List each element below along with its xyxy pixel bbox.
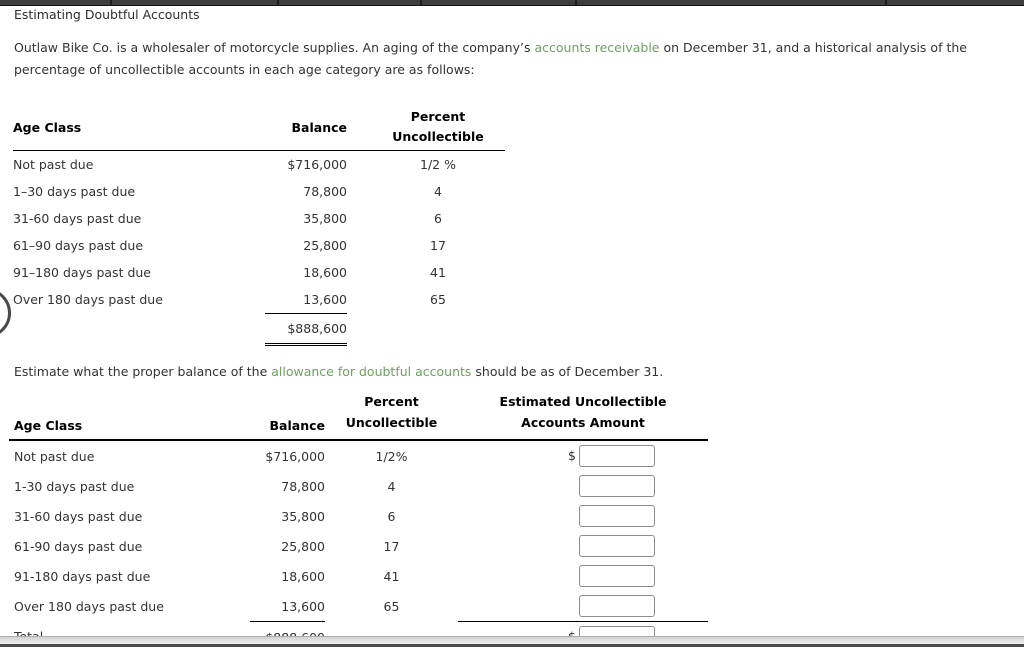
- estimated-uncollectible-input[interactable]: [579, 595, 655, 617]
- table-row: [13, 205, 505, 232]
- tab-divider: [420, 0, 422, 6]
- tab-divider: [110, 0, 112, 6]
- page-edge-circle: [0, 288, 11, 338]
- tab-divider: [277, 0, 279, 6]
- age-class-cell: 1-30 days past due: [14, 478, 135, 494]
- instruction-text-after: should be as of December 31.: [471, 364, 664, 379]
- bottom-scroll-strip: [0, 636, 1024, 644]
- age-class-cell: Not past due: [13, 157, 94, 172]
- aging-header-row: [13, 104, 505, 151]
- instruction-text-before: Estimate what the proper balance of the: [14, 364, 272, 379]
- estimate-table: [9, 388, 708, 647]
- estimated-amount-cell: [458, 531, 708, 561]
- estimated-amount-cell: [458, 591, 708, 622]
- estimated-uncollectible-input[interactable]: [579, 565, 655, 587]
- estimated-amount-cell: [458, 501, 708, 531]
- balance-cell: 78,800: [303, 184, 347, 199]
- dollar-sign: $: [568, 447, 576, 463]
- balance-cell: 25,800: [281, 538, 325, 554]
- balance-cell: 25,800: [303, 238, 347, 253]
- balance-cell: $716,000: [265, 448, 325, 464]
- intro-text-before: Outlaw Bike Co. is a wholesaler of motorcycle supplies. An aging of the company’s: [14, 40, 535, 55]
- age-class-cell: Over 180 days past due: [13, 292, 163, 308]
- estimated-uncollectible-header: Estimated Uncollectible Accounts Amount: [458, 388, 708, 440]
- estimated-uncollectible-input[interactable]: [579, 445, 655, 467]
- percent-cell: 4: [387, 478, 396, 494]
- glossary-link-allowance-for-doubtful-accounts[interactable]: allowance for doubtful accounts: [271, 364, 472, 379]
- age-class-header: Age Class: [9, 388, 250, 440]
- balance-cell: 18,600: [281, 568, 325, 584]
- table-row: [9, 440, 708, 471]
- page-title: Estimating Doubtful Accounts: [14, 7, 200, 22]
- tab-divider: [885, 0, 887, 6]
- percent-cell: 1/2%: [375, 448, 408, 464]
- age-class-header: Age Class: [13, 104, 265, 151]
- age-class-cell: 31-60 days past due: [14, 508, 143, 524]
- table-row: [13, 286, 505, 314]
- estimated-amount-cell: [458, 471, 708, 501]
- balance-cell: 35,800: [281, 508, 325, 524]
- table-row: [13, 259, 505, 286]
- table-row: [9, 591, 708, 622]
- balance-cell: 35,800: [303, 211, 347, 226]
- balance-cell: 13,600: [265, 286, 347, 314]
- table-row: [9, 531, 708, 561]
- glossary-link-accounts-receivable[interactable]: accounts receivable: [534, 40, 660, 55]
- table-row: [13, 232, 505, 259]
- table-row: [9, 561, 708, 591]
- window-top-edge: [0, 0, 1024, 6]
- percent-cell: 65: [430, 292, 446, 308]
- age-class-cell: 31-60 days past due: [13, 211, 142, 226]
- estimated-uncollectible-input[interactable]: [579, 505, 655, 527]
- balance-cell: $716,000: [287, 157, 347, 172]
- estimated-amount-cell: [458, 561, 708, 591]
- total-balance: $888,600: [265, 314, 347, 345]
- balance-header: Balance: [250, 388, 325, 440]
- age-class-cell: Not past due: [14, 448, 95, 464]
- age-class-cell: 61-90 days past due: [14, 538, 143, 554]
- total-row: [13, 314, 505, 345]
- intro-text-after: on December 31, and a historical analysis of the percentage of uncollectible accounts in each age category are as follows:: [14, 40, 967, 77]
- percent-uncollectible-header: Percent Uncollectible: [347, 104, 505, 151]
- table-row: [13, 151, 505, 179]
- age-class-cell: 1–30 days past due: [13, 184, 136, 199]
- aging-schedule-table: [13, 104, 505, 346]
- table-row: [9, 501, 708, 531]
- instruction-paragraph: [14, 361, 1020, 383]
- table-row: [9, 471, 708, 501]
- balance-cell: 18,600: [303, 265, 347, 280]
- balance-cell: 13,600: [250, 591, 325, 622]
- age-class-cell: 91–180 days past due: [13, 265, 151, 280]
- tab-divider: [575, 0, 577, 6]
- percent-uncollectible-header: Percent Uncollectible: [325, 388, 458, 440]
- percent-cell: 41: [430, 265, 446, 280]
- estimated-uncollectible-input[interactable]: [579, 535, 655, 557]
- age-class-cell: 61–90 days past due: [13, 238, 144, 253]
- table-row: [13, 178, 505, 205]
- percent-cell: 41: [383, 568, 400, 584]
- percent-cell: 17: [383, 538, 400, 554]
- age-class-cell: 91-180 days past due: [14, 568, 151, 584]
- percent-cell: 17: [430, 238, 446, 253]
- balance-cell: 78,800: [281, 478, 325, 494]
- percent-cell: 1/2 %: [420, 157, 456, 172]
- percent-cell: 6: [434, 211, 442, 226]
- balance-header: Balance: [265, 104, 347, 151]
- estimated-uncollectible-input[interactable]: [579, 475, 655, 497]
- intro-paragraph: [14, 37, 1020, 81]
- age-class-cell: Over 180 days past due: [14, 598, 164, 614]
- percent-cell: 65: [383, 598, 400, 614]
- percent-cell: 4: [434, 184, 442, 199]
- percent-cell: 6: [387, 508, 396, 524]
- estimate-header-row: [9, 388, 708, 440]
- estimated-amount-cell: [458, 440, 708, 471]
